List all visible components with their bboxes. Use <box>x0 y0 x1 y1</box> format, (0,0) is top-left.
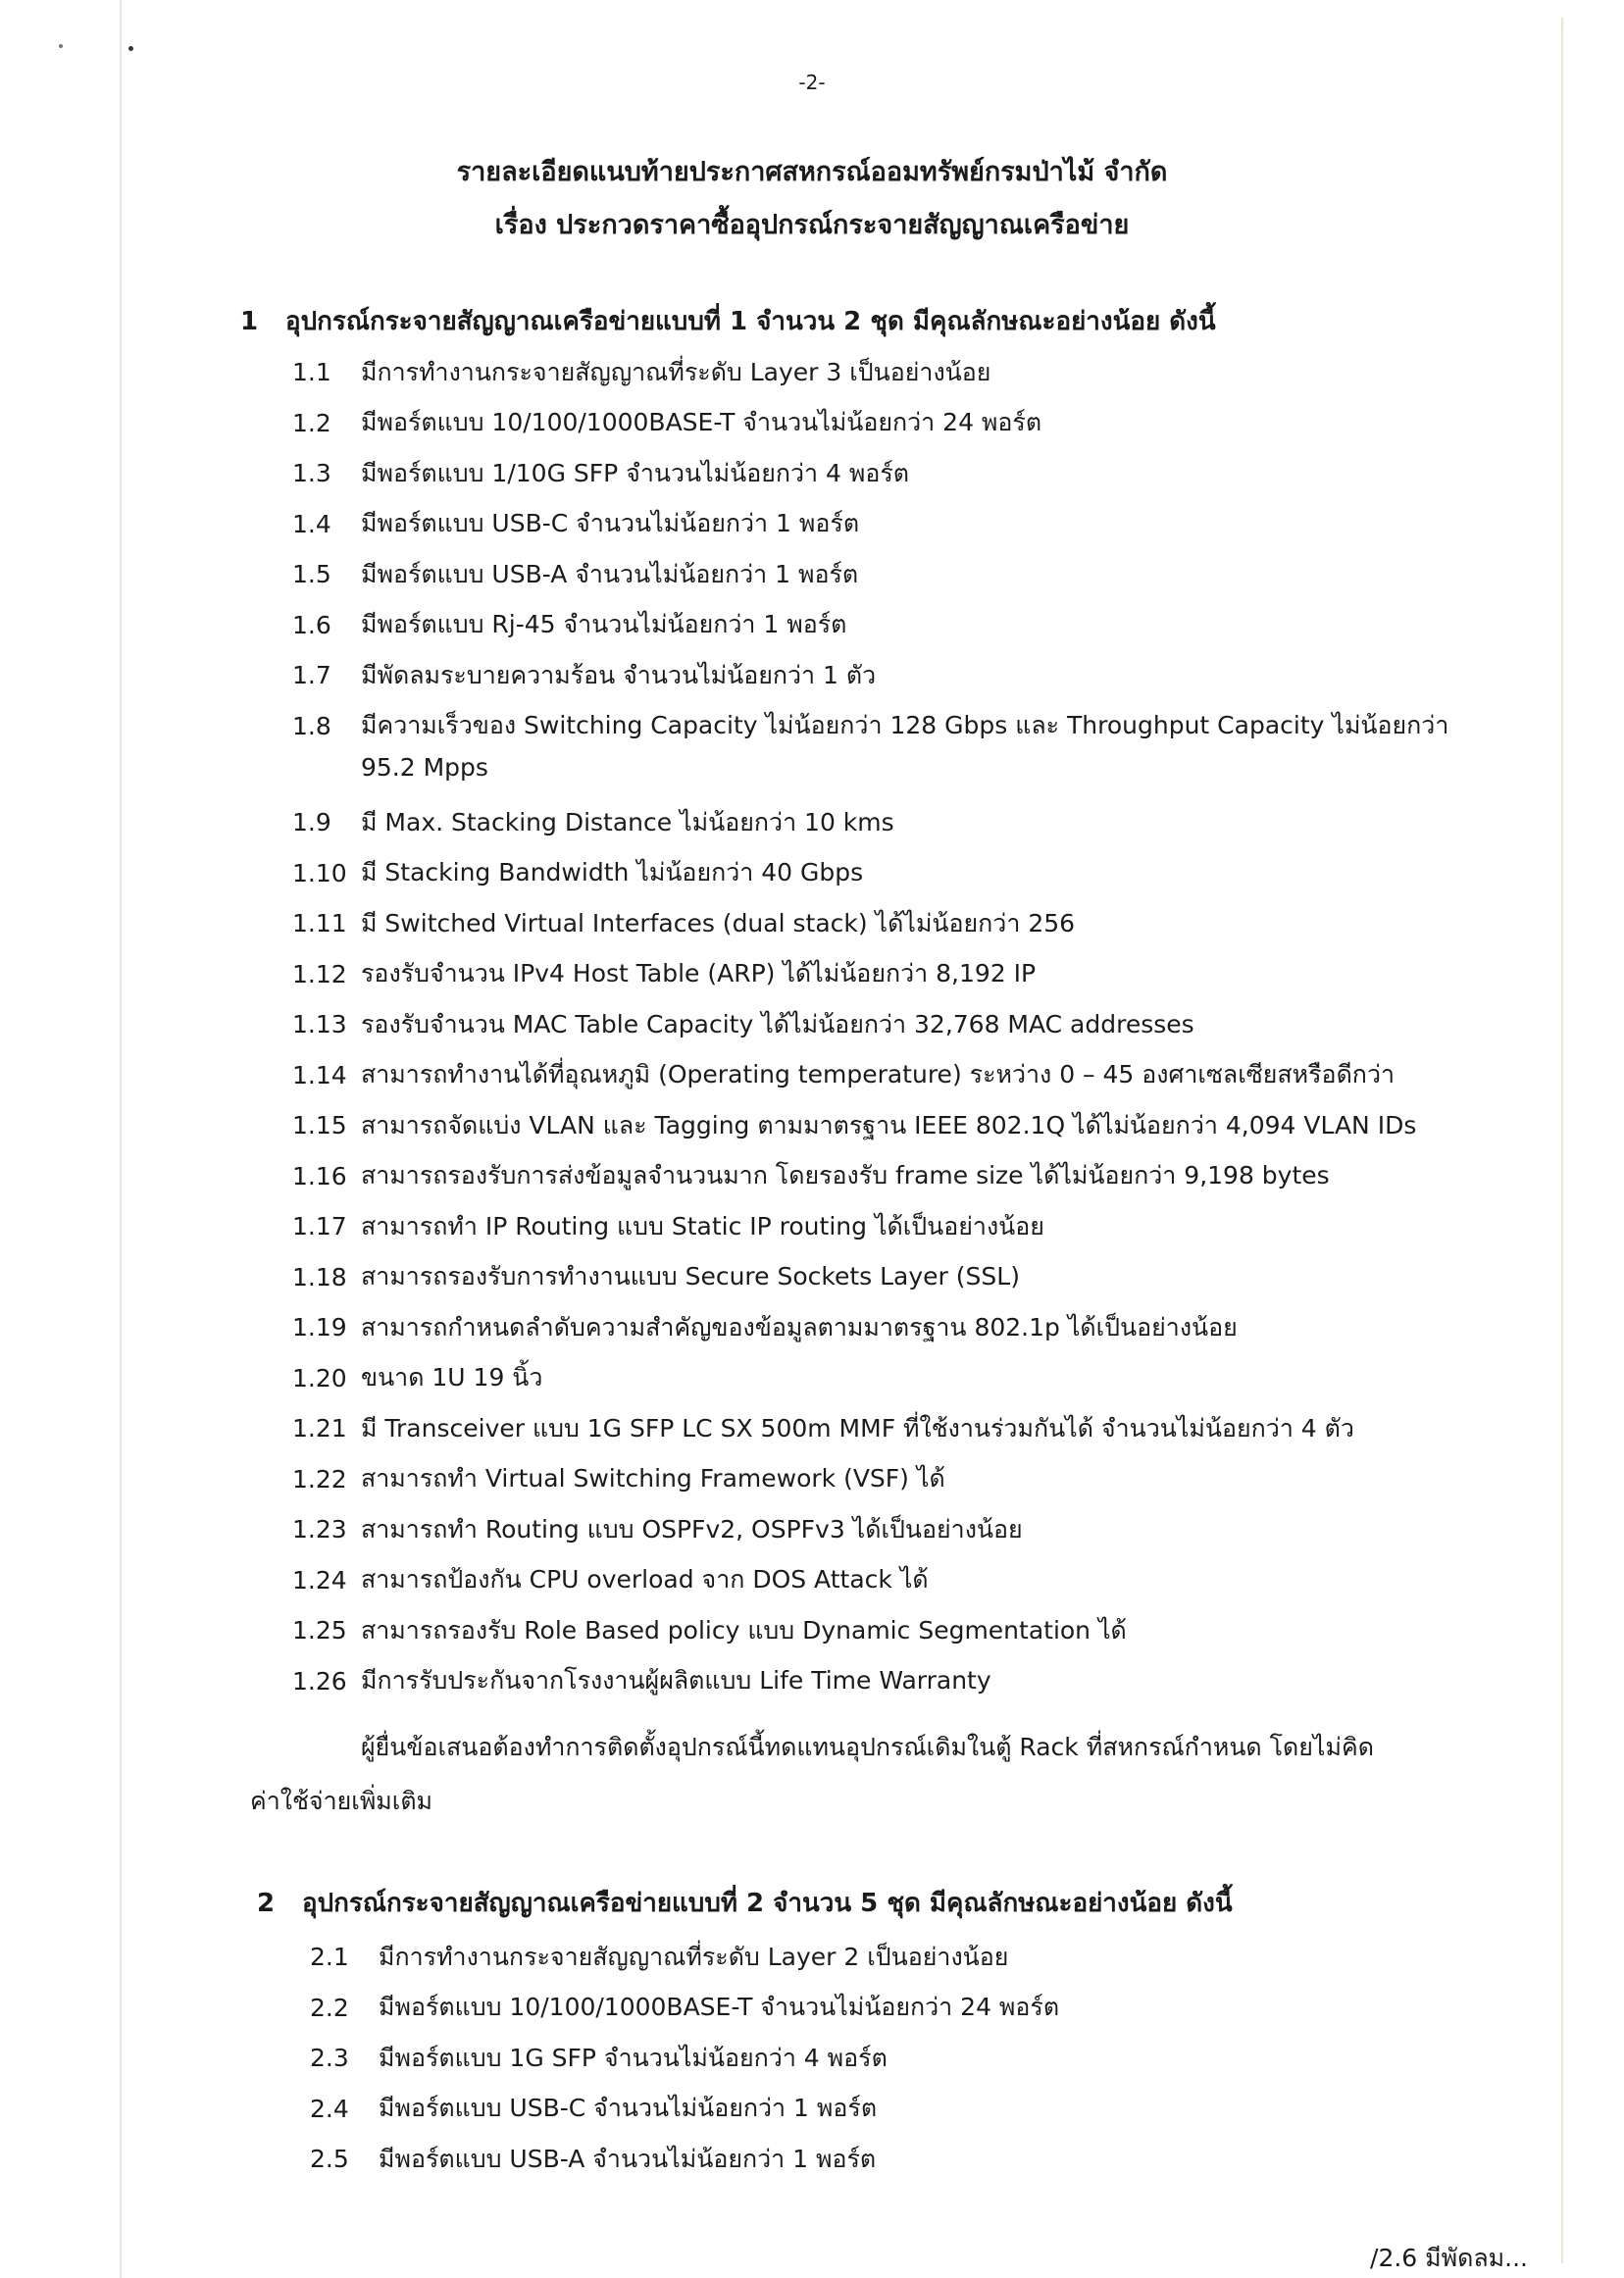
list-item <box>310 2134 1059 2185</box>
document-subject: เรื่อง ประกวดราคาซื้ออุปกรณ์กระจายสัญญาณเครือข่าย <box>494 210 1130 240</box>
list-item <box>292 347 1448 398</box>
item-text: มีพอร์ตแบบ USB-C จำนวนไม่น้อยกว่า 1 พอร์ต <box>379 2094 878 2123</box>
scan-speck <box>59 44 63 48</box>
scan-edge-right <box>1561 18 1563 2263</box>
item-number: 2.3 <box>310 2044 349 2073</box>
list-item <box>292 949 1416 1000</box>
list-item <box>292 600 1448 651</box>
item-text: สามารถทำงานได้ที่อุณหภูมิ (Operating temperature) ระหว่าง 0 – 45 องศาเซลเซียสหรือดีกว่า <box>361 1060 1396 1089</box>
list-item <box>292 898 1416 949</box>
item-number: 1.2 <box>292 408 331 437</box>
item-number: 1.13 <box>292 1010 347 1039</box>
item-text: สามารถทำ Virtual Switching Framework (VSF) ได้ <box>361 1464 945 1493</box>
item-number: 1.7 <box>292 661 331 690</box>
item-number: 1.14 <box>292 1060 347 1089</box>
item-text: มีพอร์ตแบบ USB-C จำนวนไม่น้อยกว่า 1 พอร์ต <box>361 509 860 538</box>
item-number: 1.26 <box>292 1666 347 1696</box>
item-text: มีพอร์ตแบบ 1G SFP จำนวนไม่น้อยกว่า 4 พอร์ต <box>379 2043 888 2072</box>
list-item <box>292 448 1448 499</box>
item-number: 1.10 <box>292 858 347 887</box>
list-item <box>292 1151 1416 1202</box>
list-item <box>292 701 1448 752</box>
item-number: 1.19 <box>292 1313 347 1342</box>
list-item <box>292 1403 1416 1454</box>
item-text: มีพอร์ตแบบ 10/100/1000BASE-T จำนวนไม่น้อยกว่า 24 พอร์ต <box>361 408 1042 437</box>
item-text: มีการรับประกันจากโรงงานผู้ผลิตแบบ Life Time Warranty <box>361 1666 991 1696</box>
item-continuation: 95.2 Mpps <box>361 753 488 782</box>
item-text: มีการทำงานกระจายสัญญาณที่ระดับ Layer 3 เป็นอย่างน้อย <box>361 357 991 386</box>
list-item <box>310 2033 1059 2084</box>
list-item <box>292 1454 1416 1505</box>
paragraph-line: ค่าใช้จ่ายเพิ่มเติม <box>250 1787 433 1815</box>
item-number: 1.11 <box>292 909 347 938</box>
item-text: มีพอร์ตแบบ USB-A จำนวนไม่น้อยกว่า 1 พอร์ต <box>361 559 859 588</box>
paragraph-line: ผู้ยื่นข้อเสนอต้องทำการติดตั้งอุปกรณ์นี้ทดแทนอุปกรณ์เดิมในตู้ Rack ที่สหกรณ์กำหนด โดยไม่คิด <box>361 1733 1374 1761</box>
item-number: 1.24 <box>292 1565 347 1595</box>
section-2-list <box>310 1932 1059 2185</box>
item-number: 1.9 <box>292 808 331 837</box>
item-text: มีการทำงานกระจายสัญญาณที่ระดับ Layer 2 เป็นอย่างน้อย <box>379 1942 1009 1971</box>
section-number: 2 <box>257 1889 276 1918</box>
item-text: มี Transceiver แบบ 1G SFP LC SX 500m MMF ที่ใช้งานร่วมกันได้ จำนวนไม่น้อยกว่า 4 ตัว <box>361 1413 1354 1443</box>
section-title: อุปกรณ์กระจายสัญญาณเครือข่ายแบบที่ 2 จำนวน 5 ชุด มีคุณลักษณะอย่างน้อย ดังนี้ <box>302 1889 1233 1918</box>
list-item <box>310 1983 1059 2034</box>
item-number: 2.4 <box>310 2094 349 2123</box>
page-number: -2- <box>798 71 826 94</box>
item-text: มีพอร์ตแบบ 1/10G SFP จำนวนไม่น้อยกว่า 4 พอร์ต <box>361 458 910 487</box>
item-number: 1.15 <box>292 1111 347 1140</box>
item-number: 1.4 <box>292 509 331 538</box>
item-number: 2.1 <box>310 1943 349 1972</box>
section-title: อุปกรณ์กระจายสัญญาณเครือข่ายแบบที่ 1 จำนวน 2 ชุด มีคุณลักษณะอย่างน้อย ดังนี้ <box>285 307 1216 336</box>
section-number: 1 <box>240 307 259 336</box>
item-text: ขนาด 1U 19 นิ้ว <box>361 1363 543 1392</box>
list-item <box>292 797 1416 848</box>
item-number: 1.16 <box>292 1161 347 1190</box>
item-text: มีพอร์ตแบบ 10/100/1000BASE-T จำนวนไม่น้อยกว่า 24 พอร์ต <box>379 1993 1060 2022</box>
item-text: สามารถกำหนดลำดับความสำคัญของข้อมูลตามมาตรฐาน 802.1p ได้เป็นอย่างน้อย <box>361 1312 1238 1341</box>
item-number: 2.2 <box>310 1993 349 2022</box>
item-text: มี Switched Virtual Interfaces (dual stack) ได้ไม่น้อยกว่า 256 <box>361 908 1076 937</box>
list-item <box>310 2084 1059 2135</box>
item-number: 1.20 <box>292 1363 347 1392</box>
item-number: 1.12 <box>292 959 347 988</box>
item-text: มีพอร์ตแบบ Rj-45 จำนวนไม่น้อยกว่า 1 พอร์ต <box>361 610 847 639</box>
item-number: 1.17 <box>292 1212 347 1241</box>
section-1-list-b <box>292 797 1416 1706</box>
list-item <box>292 1504 1416 1555</box>
item-number: 1.21 <box>292 1414 347 1443</box>
list-item <box>292 1555 1416 1606</box>
item-number: 2.5 <box>310 2145 349 2174</box>
list-item <box>292 1353 1416 1404</box>
list-item <box>292 999 1416 1050</box>
item-number: 1.8 <box>292 711 331 740</box>
list-item <box>292 1605 1416 1656</box>
list-item <box>292 1201 1416 1252</box>
list-item <box>292 650 1448 701</box>
scan-speck <box>128 46 133 51</box>
scan-edge-left <box>120 0 122 2278</box>
item-text: สามารถป้องกัน CPU overload จาก DOS Attack ได้ <box>361 1565 929 1595</box>
item-number: 1.23 <box>292 1515 347 1544</box>
list-item <box>292 1050 1416 1101</box>
list-item <box>292 848 1416 899</box>
section-1-list-a <box>292 347 1448 751</box>
item-text: สามารถทำ Routing แบบ OSPFv2, OSPFv3 ได้เป็นอย่างน้อย <box>361 1514 1023 1544</box>
list-item <box>292 1656 1416 1707</box>
section-2-heading <box>257 1883 1233 1923</box>
item-number: 1.22 <box>292 1464 347 1493</box>
item-number: 1.18 <box>292 1262 347 1291</box>
item-text: รองรับจำนวน MAC Table Capacity ได้ไม่น้อยกว่า 32,768 MAC addresses <box>361 1009 1194 1038</box>
item-text: มี Max. Stacking Distance ไม่น้อยกว่า 10 kms <box>361 807 894 836</box>
list-item <box>292 1252 1416 1303</box>
item-text: มีพอร์ตแบบ USB-A จำนวนไม่น้อยกว่า 1 พอร์ต <box>379 2144 877 2173</box>
item-text: สามารถจัดแบ่ง VLAN และ Tagging ตามมาตรฐาน IEEE 802.1Q ได้ไม่น้อยกว่า 4,094 VLAN IDs <box>361 1110 1417 1139</box>
list-item <box>292 499 1448 550</box>
list-item <box>292 1302 1416 1353</box>
section-1-heading <box>240 301 1216 341</box>
list-item <box>292 1100 1416 1151</box>
document-title: รายละเอียดแนบท้ายประกาศสหกรณ์ออมทรัพย์กรมป่าไม้ จำกัด <box>456 157 1168 187</box>
list-item <box>292 398 1448 449</box>
list-item <box>310 1932 1059 1983</box>
item-text: รองรับจำนวน IPv4 Host Table (ARP) ได้ไม่น้อยกว่า 8,192 IP <box>361 959 1037 988</box>
item-text: มี Stacking Bandwidth ไม่น้อยกว่า 40 Gbps <box>361 858 864 887</box>
item-number: 1.25 <box>292 1616 347 1645</box>
item-number: 1.1 <box>292 358 331 387</box>
item-number: 1.6 <box>292 610 331 639</box>
item-text: สามารถทำ IP Routing แบบ Static IP routing ได้เป็นอย่างน้อย <box>361 1211 1044 1240</box>
list-item <box>292 549 1448 600</box>
item-text: มีความเร็วของ Switching Capacity ไม่น้อยกว่า 128 Gbps และ Throughput Capacity ไม่น้อยกว่า <box>361 711 1449 740</box>
item-text: สามารถรองรับการส่งข้อมูลจำนวนมาก โดยรองรับ frame size ได้ไม่น้อยกว่า 9,198 bytes <box>361 1161 1330 1190</box>
page-continuation: /2.6 มีพัดลม... <box>1370 2244 1528 2272</box>
item-text: มีพัดลมระบายความร้อน จำนวนไม่น้อยกว่า 1 ตัว <box>361 660 877 689</box>
item-number: 1.3 <box>292 459 331 488</box>
item-text: สามารถรองรับการทำงานแบบ Secure Sockets Layer (SSL) <box>361 1262 1020 1291</box>
item-number: 1.5 <box>292 560 331 589</box>
item-text: สามารถรองรับ Role Based policy แบบ Dynamic Segmentation ได้ <box>361 1615 1127 1645</box>
